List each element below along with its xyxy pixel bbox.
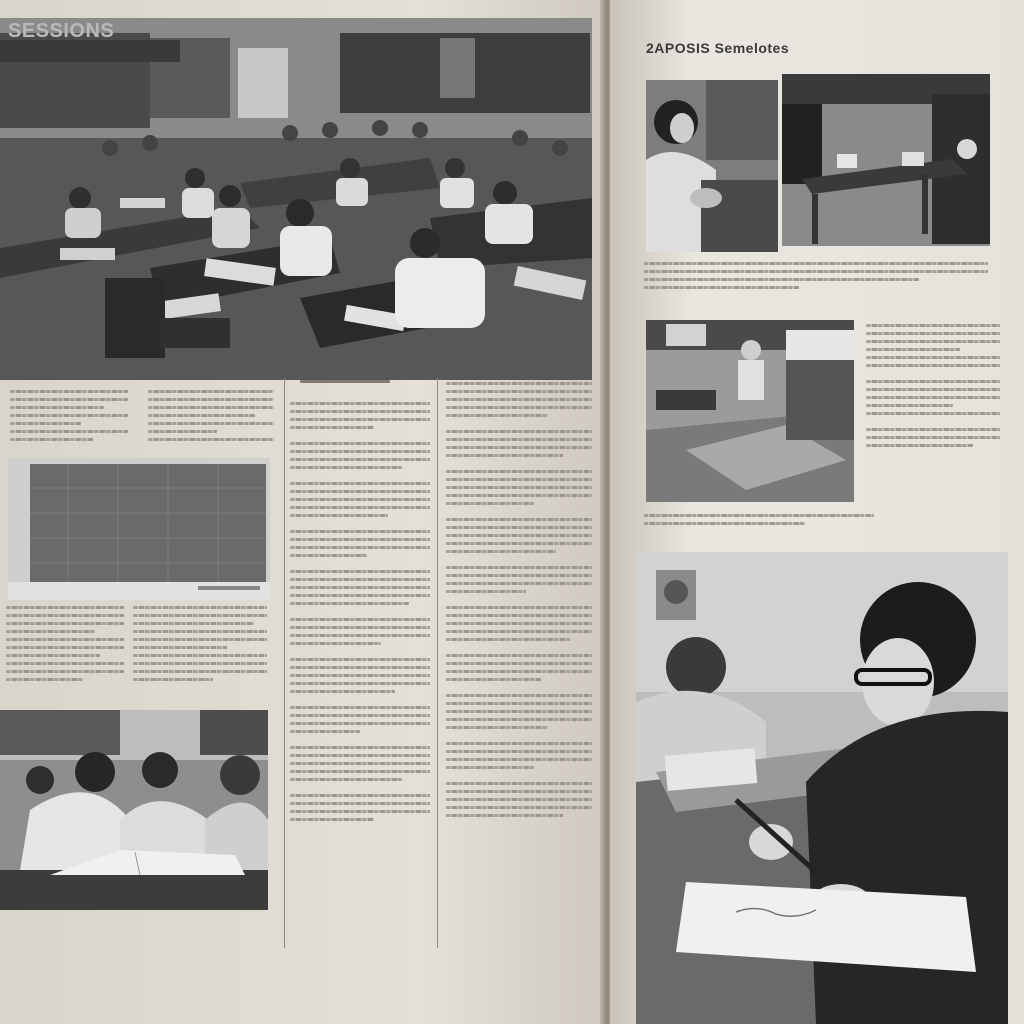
text-block — [133, 606, 267, 686]
room-photo — [782, 74, 990, 246]
text-block — [644, 514, 874, 530]
text-block — [446, 382, 592, 822]
right-page — [610, 0, 1024, 1024]
text-block — [644, 262, 988, 294]
student-photo — [646, 80, 778, 252]
students-photo — [0, 710, 268, 910]
text-block — [10, 390, 128, 446]
small-room-photo — [646, 320, 854, 502]
page-title: 2APOSIS Semelotes — [646, 40, 790, 56]
text-block — [300, 380, 390, 388]
boy-writing-photo — [636, 552, 1008, 1024]
text-block — [148, 390, 274, 446]
masthead-text: SESSIONS — [8, 20, 115, 42]
text-block — [866, 324, 1000, 452]
text-block — [6, 606, 124, 686]
column-rule — [284, 378, 285, 948]
column-rule — [437, 378, 438, 948]
chart-photo — [8, 458, 270, 600]
classroom-photo — [0, 18, 592, 380]
text-block — [290, 402, 430, 826]
